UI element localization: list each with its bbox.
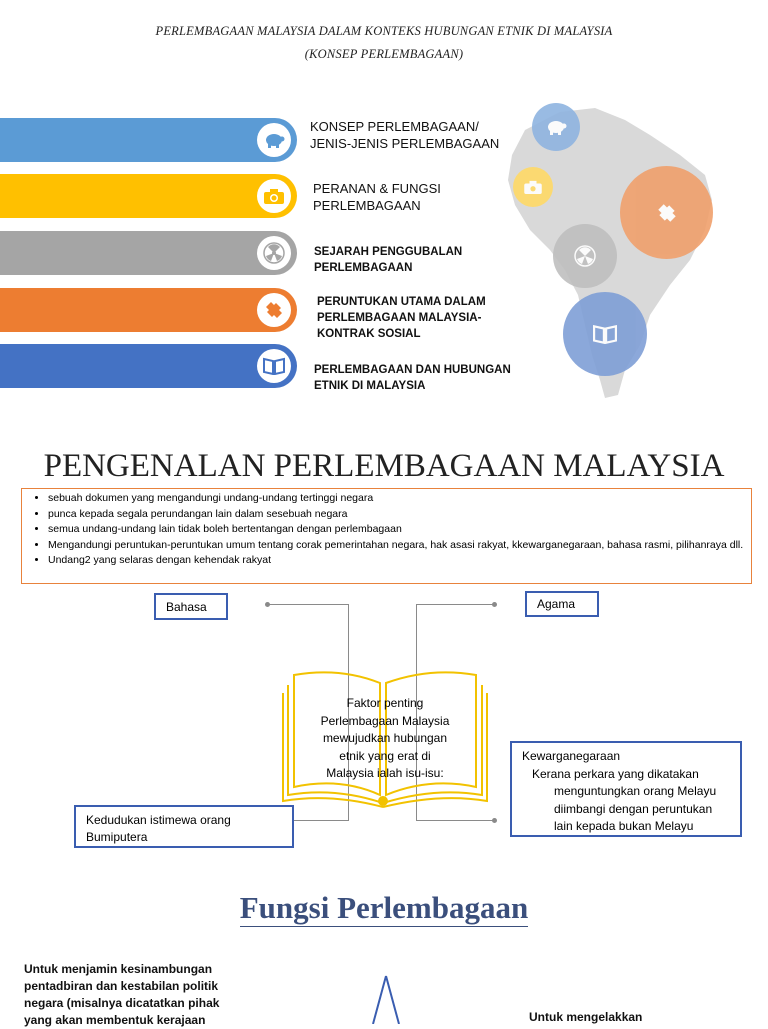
connector-kedudukan-h [292, 820, 349, 821]
connector-dot-bahasa [265, 602, 270, 607]
piggy-bank-icon [545, 119, 567, 135]
agama-box: Agama [525, 591, 599, 617]
band-item-5 [0, 344, 297, 388]
band-item-2 [0, 174, 297, 218]
kedudukan-box: Kedudukan istimewa orang Bumiputera [74, 805, 294, 848]
fungsi-left-text: Untuk menjamin kesinambungan pentadbiran dan kestabilan politik negara (misalnya dicatatkan pihak yang akan membentuk kerajaan [24, 962, 220, 1027]
item-label-2: PERANAN & FUNGSI PERLEMBAGAAN [313, 181, 441, 213]
intro-bullet: • Undang2 yang selaras dengan kehendak rakyat [48, 553, 745, 569]
puzzle-icon [257, 293, 291, 327]
triangle-shape [368, 974, 404, 1024]
item-label-4: PERUNTUKAN UTAMA DALAM PERLEMBAGAAN MALAYSIA- KONTRAK SOSIAL [317, 296, 486, 340]
puzzle-icon [655, 201, 679, 225]
item-label-1: KONSEP PERLEMBAGAAN/ JENIS-JENIS PERLEMBAGAAN [310, 119, 500, 151]
map-circle-camera [513, 167, 553, 207]
map-circle-piggy [532, 103, 580, 151]
intro-bullet: • sebuah dokumen yang mengandungi undang-undang tertinggi negara [48, 491, 745, 507]
connector-bahasa-h [268, 604, 348, 605]
band-item-4 [0, 288, 297, 332]
kewarganegaraan-box: Kewarganegaraan Kerana perkara yang dikatakan menguntungkan orang Melayu diimbangi dengan peruntukan lain kepada bukan Melayu [510, 741, 742, 837]
radiation-icon [574, 245, 596, 267]
connector-dot-kewarganegaraan [492, 818, 497, 823]
connector-dot-agama [492, 602, 497, 607]
intro-bullet-list [28, 491, 745, 569]
map-circle-puzzle [620, 166, 713, 259]
book-icon [593, 324, 617, 344]
band-item-3 [0, 231, 297, 275]
camera-icon [523, 180, 543, 194]
connector-kewarganegaraan-h [416, 820, 494, 821]
radiation-icon [257, 236, 291, 270]
item-label-5: PERLEMBAGAAN DAN HUBUNGAN ETNIK DI MALAYSIA [314, 364, 511, 392]
camera-icon [257, 179, 291, 213]
item-label-3: SEJARAH PENGGUBALAN PERLEMBAGAAN [314, 246, 463, 274]
intro-bullet: • punca kepada segala perundangan lain dalam sesebuah negara [48, 507, 745, 523]
intro-bullet: • semua undang-undang lain tidak boleh bertentangan dengan perlembagaan [48, 522, 745, 538]
fungsi-right-text: Untuk mengelakkan [529, 1010, 643, 1024]
section-title: PENGENALAN PERLEMBAGAAN MALAYSIA [43, 448, 725, 484]
connector-agama-h [416, 604, 496, 605]
map-circle-book [563, 292, 647, 376]
doc-header-line2: (KONSEP PERLEMBAGAAN) [304, 47, 464, 61]
piggy-bank-icon [257, 123, 291, 157]
bahasa-box: Bahasa [154, 593, 228, 620]
map-circle-radiation [553, 224, 617, 288]
band-item-1 [0, 118, 297, 162]
book-text: Faktor penting Perlembagaan Malaysia mewujudkan hubungan etnik yang erat di Malaysia ialah isu-isu: [320, 696, 450, 780]
intro-box [21, 488, 752, 584]
doc-header-line1: PERLEMBAGAAN MALAYSIA DALAM KONTEKS HUBUNGAN ETNIK DI MALAYSIA [155, 24, 613, 38]
fungsi-title: Fungsi Perlembagaan [239, 890, 529, 925]
book-icon [257, 349, 291, 383]
intro-bullet: • Mengandungi peruntukan-peruntukan umum tentang corak pemerintahan negara, hak asasi rakyat, kkewarganegaraan, bahasa rasmi, pilihanraya dll. [48, 538, 745, 554]
